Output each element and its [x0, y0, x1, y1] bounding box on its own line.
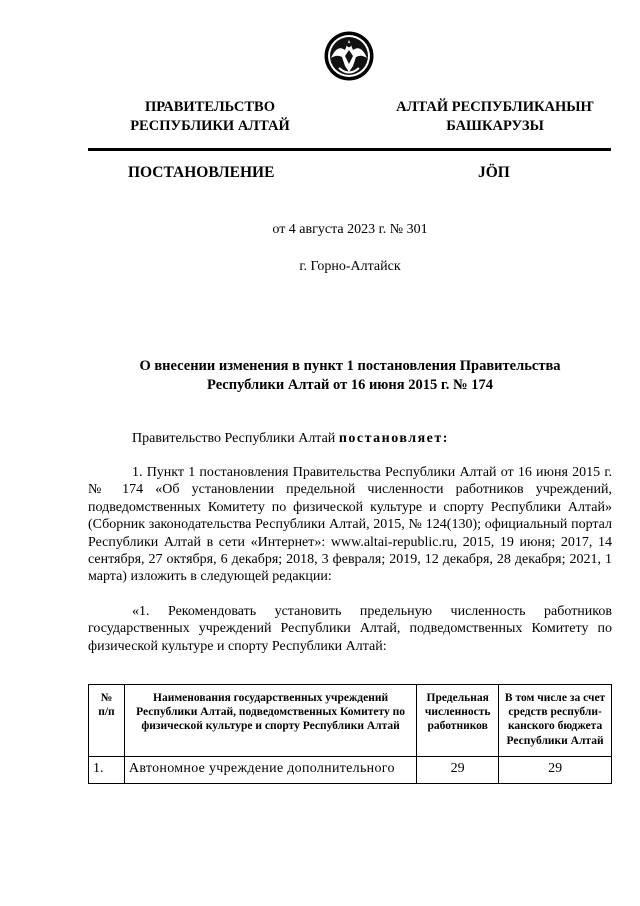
paragraph-1: 1. Пункт 1 постановления Правительства Республики Алтай от 16 июня 2015 г. № 174 «Об установлении предельной численности работников учреждений, подведомственных Комитету по физической культуре и спорту Республики Алтай» (Сборник законодательства Республики Алтай, 2015, № 124(130); официальный портал Республики Алтай в сети «Интернет»: www.altai-republic.ru, 2015, 19 июня; 2017, 14 сентября, 27 октября, 6 декабря; 2018, 3 февраля; 2019, 12 декабря, 28 декабря; 2021, 1 марта) изложить в следующей редакции:	[88, 465, 612, 585]
row-staff-limit: 29	[417, 756, 499, 783]
row-budget-funded: 29	[499, 756, 612, 783]
staff-limit-table	[88, 684, 612, 784]
document-title: О внесении изменения в пункт 1 постановления Правительства Республики Алтай от 16 июня 2015 г. № 174	[139, 358, 561, 393]
intro-line	[88, 430, 612, 447]
row-institution-name: Автономное учреждение дополнительного	[124, 756, 416, 783]
coat-of-arms-emblem	[323, 30, 375, 82]
government-name-ru: ПРАВИТЕЛЬСТВО РЕСПУБЛИКИ АЛТАЙ	[130, 99, 290, 134]
header-num: № п/п	[89, 685, 125, 757]
document-date-number: от 4 августа 2023 г. № 301	[272, 222, 428, 237]
header-divider	[88, 148, 611, 151]
row-num: 1.	[89, 756, 125, 783]
intro-verb: постановляет:	[338, 431, 449, 446]
table-row	[89, 756, 612, 783]
paragraph-2: «1. Рекомендовать установить предельную численность работников государственных учреждений Республики Алтай, подведомственных Комитету по физической культуре и спорту Республики Алтай:	[88, 604, 612, 654]
header-institution-name: Наименования государственных учреждений Республики Алтай, подведомственных Комитету по физической культуре и спорту Республики Алтай	[124, 685, 416, 757]
doc-type-alt: JÖП	[478, 164, 510, 181]
doc-type-ru: ПОСТАНОВЛЕНИЕ	[128, 164, 275, 181]
intro-lead: Правительство Республики Алтай	[132, 431, 339, 446]
document-city: г. Горно-Алтайск	[299, 259, 401, 274]
government-name-alt: АЛТАЙ РЕСПУБЛИКАНЫҤ БАШКАРУЗЫ	[396, 99, 594, 134]
header-staff-limit: Предельная численность работников	[417, 685, 499, 757]
table-header-row	[89, 685, 612, 757]
header-budget-funded: В том числе за счет средств республи- канского бюджета Республики Алтай	[499, 685, 612, 757]
